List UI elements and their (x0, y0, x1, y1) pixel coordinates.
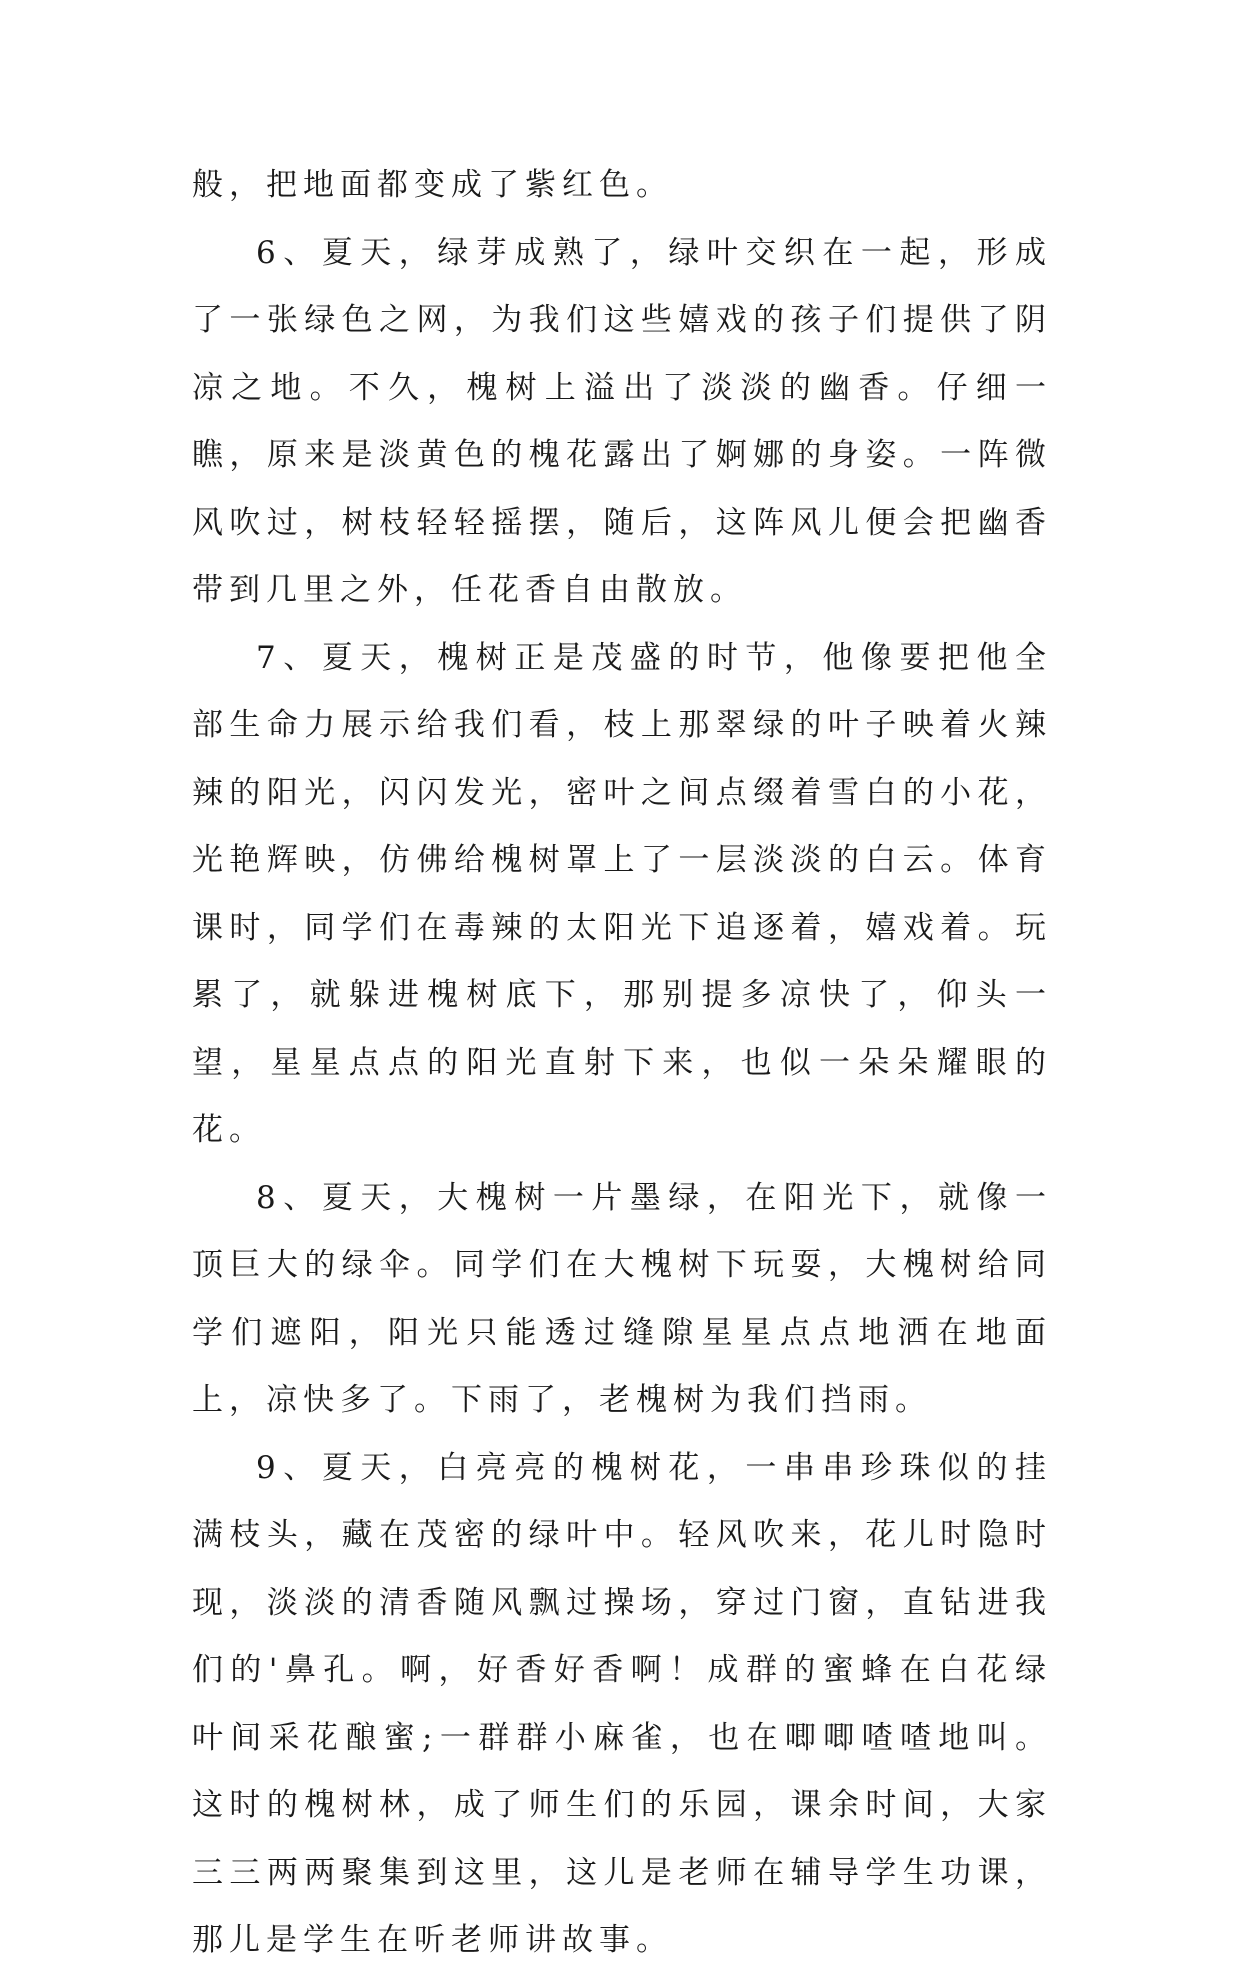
document-body (192, 152, 1052, 1975)
paragraph-6: 6、夏天，绿芽成熟了，绿叶交织在一起，形成了一张绿色之网，为我们这些嬉戏的孩子们提供了阴凉之地。不久，槐树上溢出了淡淡的幽香。仔细一瞧，原来是淡黄色的槐花露出了婀娜的身姿。一阵微风吹过，树枝轻轻摇摆，随后，这阵风儿便会把幽香带到几里之外，任花香自由散放。 (192, 234, 1052, 608)
paragraph-7: 7、夏天，槐树正是茂盛的时节，他像要把他全部生命力展示给我们看，枝上那翠绿的叶子映着火辣辣的阳光，闪闪发光，密叶之间点缀着雪白的小花，光艳辉映，仿佛给槐树罩上了一层淡淡的白云。体育课时，同学们在毒辣的太阳光下追逐着，嬉戏着。玩累了，就躲进槐树底下，那别提多凉快了，仰头一望，星星点点的阳光直射下来，也似一朵朵耀眼的花。 (192, 639, 1052, 1148)
paragraph-9: 9、夏天，白亮亮的槐树花，一串串珍珠似的挂满枝头，藏在茂密的绿叶中。轻风吹来，花儿时隐时现，淡淡的清香随风飘过操场，穿过门窗，直钻进我们的'鼻孔。啊，好香好香啊！成群的蜜蜂在白花绿叶间采花酿蜜;一群群小麻雀，也在唧唧喳喳地叫。这时的槐树林，成了师生们的乐园，课余时间，大家三三两两聚集到这里，这儿是老师在辅导学生功课，那儿是学生在听老师讲故事。 (192, 1449, 1052, 1958)
paragraph-8: 8、夏天，大槐树一片墨绿，在阳光下，就像一顶巨大的绿伞。同学们在大槐树下玩耍，大槐树给同学们遮阳，阳光只能透过缝隙星星点点地洒在地面上，凉快多了。下雨了，老槐树为我们挡雨。 (192, 1179, 1052, 1418)
paragraph-continued: 般，把地面都变成了紫红色。 (192, 167, 673, 203)
